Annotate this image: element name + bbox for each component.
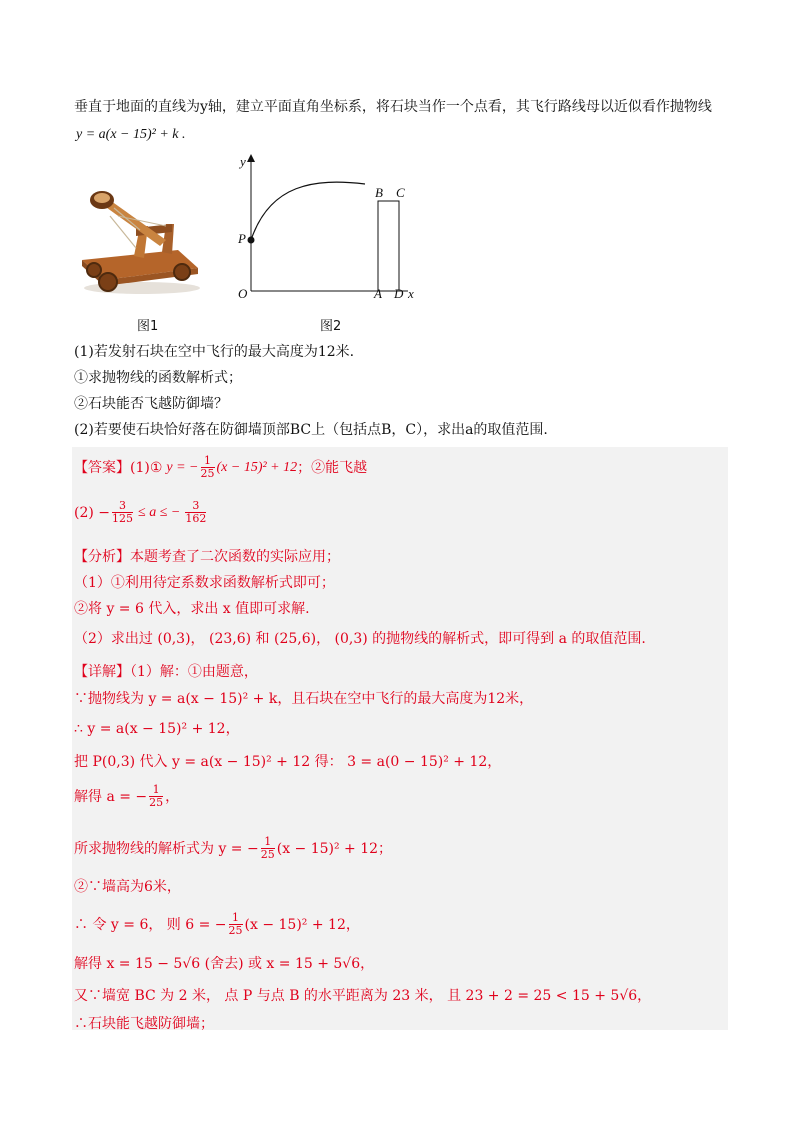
detail-intro: （1）解：①由题意， xyxy=(130,664,258,680)
solution-panel xyxy=(72,447,728,1030)
detail-l7-pre: ∴ 令 y = 6， 则 6 = − xyxy=(74,916,227,933)
figure-2-caption: 图2 xyxy=(320,319,342,334)
detail-label: 【详解】 xyxy=(74,664,130,680)
label-x: x xyxy=(408,286,414,301)
detail-l4-pre: 解得 a = − xyxy=(74,788,148,805)
detail-l5-post: (x − 15)² + 12； xyxy=(276,840,393,857)
answer-part1-tail: ；②能飞越 xyxy=(297,459,368,476)
question-1-part-2: ②石块能否飞越防御墙？ xyxy=(74,396,228,412)
defense-wall xyxy=(378,201,399,291)
detail-line-8: 解得 x = 15 − 5√6 (舍去) 或 x = 15 + 5√6， xyxy=(74,956,375,972)
label-a: A xyxy=(374,286,382,301)
trajectory-curve xyxy=(251,182,365,240)
detail-line-9: 又∵墙宽 BC 为 2 米， 点 P 与点 B 的水平距离为 23 米， 且 23 + 2 = 25 < 15 + 5√6， xyxy=(74,988,652,1004)
label-d: D xyxy=(394,286,404,301)
analysis-step-2: ②将 y = 6 代入，求出 x 值即可求解. xyxy=(74,601,310,617)
analysis-text: 本题考查了二次函数的实际应用； xyxy=(130,549,340,565)
detail-l4-post: ， xyxy=(165,788,180,805)
answer-fraction-upper: $\frac{3}{162}$ xyxy=(185,499,207,525)
question-1-part-1: ①求抛物线的函数解析式； xyxy=(74,370,242,386)
question-2: (2)若要使石块恰好落在防御墙顶部BC上（包括点B，C），求出a的取值范围. xyxy=(74,422,548,438)
answer-fraction-lower: $\frac{3}{125}$ xyxy=(112,499,134,525)
answer-inequality: ≤ a ≤ − xyxy=(138,504,181,520)
label-o: O xyxy=(238,286,248,301)
coordinate-diagram xyxy=(230,152,420,302)
analysis-line xyxy=(74,548,340,566)
answer-part1-prefix: (1)① xyxy=(130,459,163,476)
label-b: B xyxy=(375,185,383,200)
detail-line-4 xyxy=(74,784,179,809)
figure-1-caption: 图1 xyxy=(137,319,159,334)
answer-line-1 xyxy=(74,455,367,480)
catapult-image xyxy=(74,186,204,298)
detail-line-5 xyxy=(74,836,392,861)
analysis-label: 【分析】 xyxy=(74,549,130,565)
answer-formula-pre: y = − xyxy=(166,459,199,475)
label-p: P xyxy=(238,231,246,246)
answer-formula-post: (x − 15)² + 12 xyxy=(216,459,298,475)
detail-line-6: ②∵墙高为6米， xyxy=(74,879,181,895)
detail-l7-fraction: $\frac{1}{25}$ xyxy=(228,911,243,937)
detail-line-1: ∵抛物线为 y = a(x − 15)² + k，且石块在空中飞行的最大高度为12米， xyxy=(74,691,534,707)
detail-l7-post: (x − 15)² + 12， xyxy=(244,916,360,933)
label-y: y xyxy=(240,154,246,169)
detail-l5-pre: 所求抛物线的解析式为 y = − xyxy=(74,840,259,857)
detail-line-2: ∴ y = a(x − 15)² + 12， xyxy=(74,721,240,737)
label-c: C xyxy=(396,185,405,200)
detail-l4-fraction: $\frac{1}{25}$ xyxy=(149,783,164,809)
intro-line-1: 垂直于地面的直线为y轴，建立平面直角坐标系，将石块当作一个点看，其飞行路线母以近似看作抛物线 xyxy=(74,99,712,115)
answer-fraction: $\frac{1}{25}$ xyxy=(200,454,215,480)
detail-line-10: ∴石块能飞越防御墙； xyxy=(74,1016,214,1032)
detail-heading xyxy=(74,663,258,681)
question-1: (1)若发射石块在空中飞行的最大高度为12米. xyxy=(74,344,355,360)
analysis-step-3: （2）求出过 (0,3)， (23,6) 和 (25,6)， (0,3) 的抛物线的解析式，即可得到 a 的取值范围. xyxy=(74,631,646,647)
answer-label: 【答案】 xyxy=(74,459,130,476)
intro-formula: y = a(x − 15)² + k . xyxy=(76,127,186,142)
answer-part2-prefix: (2) − xyxy=(74,504,111,521)
detail-l5-fraction: $\frac{1}{25}$ xyxy=(260,835,275,861)
detail-line-3: 把 P(0,3) 代入 y = a(x − 15)² + 12 得： 3 = a(0 − 15)² + 12， xyxy=(74,754,502,770)
analysis-step-1: （1）①利用待定系数求函数解析式即可； xyxy=(74,575,335,591)
answer-line-2 xyxy=(74,500,208,525)
point-p xyxy=(248,237,255,244)
detail-line-7 xyxy=(74,912,360,937)
